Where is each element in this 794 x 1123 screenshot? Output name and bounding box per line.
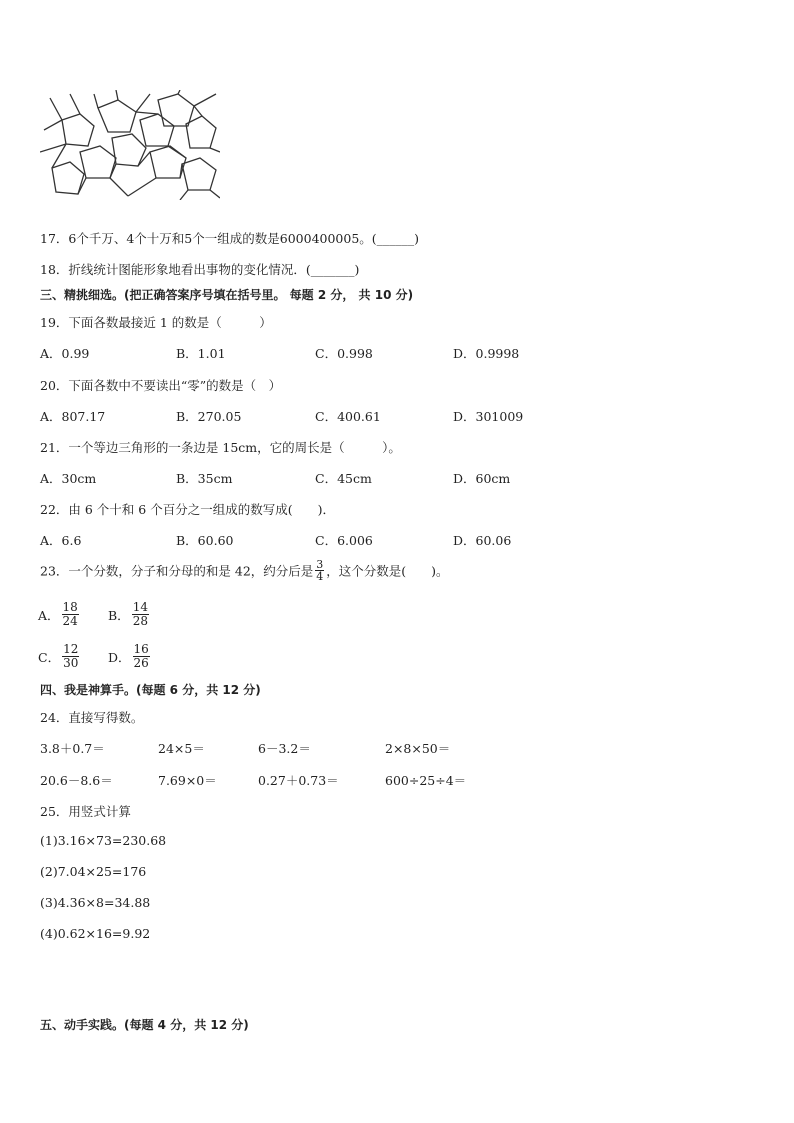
q23-option-a[interactable] xyxy=(38,601,81,628)
q25-item-3: (3)4.36×8=34.88 xyxy=(40,895,151,910)
question-19-stem: 19．下面各数最接近 1 的数是（ ） xyxy=(40,315,272,330)
q23-option-d-fraction xyxy=(133,643,150,670)
q24-item-6: 7.69×0＝ xyxy=(158,773,217,788)
question-17: 17．6个千万、4个十万和5个一组成的数是6000400005。(______) xyxy=(40,231,420,246)
q23-option-c-fraction xyxy=(62,643,79,670)
q20-option-d[interactable]: D．301009 xyxy=(453,409,524,424)
q23-stem-frac-den: 4 xyxy=(316,570,324,583)
q23-option-a-label: A． xyxy=(38,607,60,623)
q23-b-den: 28 xyxy=(132,614,148,628)
q23-stem-pre: 23．一个分数，分子和分母的和是 42，约分后是 xyxy=(40,563,314,579)
q19-option-c[interactable]: C．0.998 xyxy=(315,346,373,361)
q24-item-4: 2×8×50＝ xyxy=(385,741,451,756)
q19-option-d[interactable]: D．0.9998 xyxy=(453,346,520,361)
q24-item-8: 600÷25÷4＝ xyxy=(385,773,467,788)
q23-option-d-label: D． xyxy=(108,649,131,665)
section-4-heading: 四、我是神算手。(每题 6 分，共 12 分) xyxy=(40,683,261,697)
question-25-stem: 25．用竖式计算 xyxy=(40,804,131,819)
q23-a-num: 18 xyxy=(62,600,78,614)
question-23-stem xyxy=(40,559,449,582)
q23-option-a-fraction xyxy=(62,601,79,628)
q23-option-c[interactable] xyxy=(38,643,81,670)
q21-option-c[interactable]: C．45cm xyxy=(315,471,372,486)
q19-option-b[interactable]: B．1.01 xyxy=(176,346,226,361)
q21-option-a[interactable]: A．30cm xyxy=(40,471,97,486)
q23-option-d[interactable] xyxy=(108,643,152,670)
question-21-stem: 21．一个等边三角形的一条边是 15cm，它的周长是（ ）。 xyxy=(40,440,401,455)
q20-option-a[interactable]: A．807.17 xyxy=(40,409,106,424)
question-18: 18．折线统计图能形象地看出事物的变化情况．(_______) xyxy=(40,262,360,277)
question-24-stem: 24．直接写得数。 xyxy=(40,710,144,725)
q23-c-den: 30 xyxy=(63,656,79,670)
q23-c-num: 12 xyxy=(63,642,79,656)
q23-b-num: 14 xyxy=(132,600,148,614)
q22-option-a[interactable]: A．6.6 xyxy=(40,533,82,548)
q24-item-3: 6－3.2＝ xyxy=(258,741,311,756)
q23-option-b-fraction xyxy=(132,601,149,628)
q21-option-b[interactable]: B．35cm xyxy=(176,471,233,486)
q24-item-2: 24×5＝ xyxy=(158,741,205,756)
section-3-heading: 三、精挑细选。(把正确答案序号填在括号里。 每题 2 分， 共 10 分) xyxy=(40,288,414,302)
q23-option-c-label: C． xyxy=(38,649,61,665)
q24-item-5: 20.6－8.6＝ xyxy=(40,773,113,788)
q20-option-c[interactable]: C．400.61 xyxy=(315,409,381,424)
section-5-heading: 五、动手实践。(每题 4 分，共 12 分) xyxy=(40,1018,249,1032)
question-22-stem: 22．由 6 个十和 6 个百分之一组成的数写成( )． xyxy=(40,502,335,517)
question-20-stem: 20．下面各数中不要读出“零”的数是（ ） xyxy=(40,378,282,393)
q23-d-den: 26 xyxy=(133,656,149,670)
q22-option-d[interactable]: D．60.06 xyxy=(453,533,512,548)
q23-option-b[interactable] xyxy=(108,601,151,628)
q24-item-7: 0.27＋0.73＝ xyxy=(258,773,339,788)
q21-option-d[interactable]: D．60cm xyxy=(453,471,511,486)
q20-option-b[interactable]: B．270.05 xyxy=(176,409,242,424)
q25-item-4: (4)0.62×16=9.92 xyxy=(40,926,151,941)
tessellation-figure xyxy=(40,90,220,200)
q23-stem-frac-num: 3 xyxy=(316,558,324,571)
q23-d-num: 16 xyxy=(133,642,149,656)
q23-option-b-label: B． xyxy=(108,607,130,623)
q22-option-c[interactable]: C．6.006 xyxy=(315,533,373,548)
q19-option-a[interactable]: A．0.99 xyxy=(40,346,90,361)
q25-item-2: (2)7.04×25=176 xyxy=(40,864,147,879)
q22-option-b[interactable]: B．60.60 xyxy=(176,533,234,548)
q24-item-1: 3.8＋0.7＝ xyxy=(40,741,105,756)
q25-item-1: (1)3.16×73=230.68 xyxy=(40,833,167,848)
q23-stem-post: ，这个分数是( )。 xyxy=(326,563,449,579)
q23-a-den: 24 xyxy=(62,614,78,628)
q23-stem-fraction xyxy=(315,559,324,582)
